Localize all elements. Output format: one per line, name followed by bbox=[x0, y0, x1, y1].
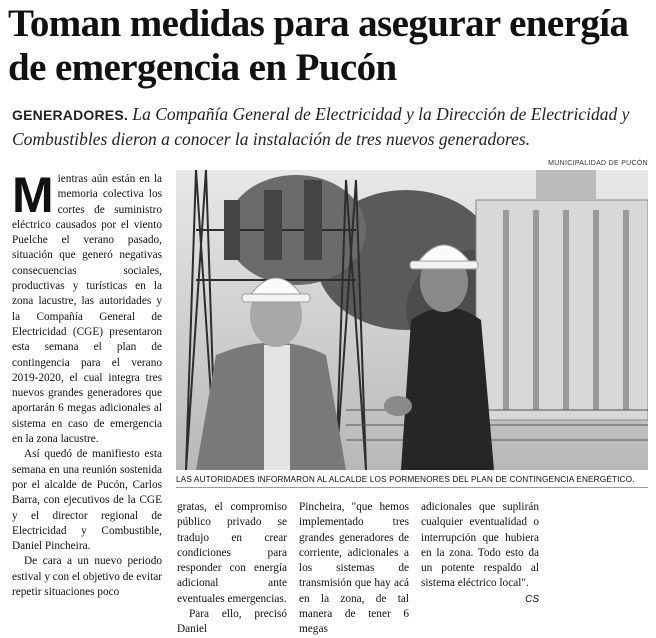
photo-credit: MUNICIPALIDAD DE PUCÓN bbox=[548, 160, 648, 167]
lead-text: La Compañía General de Electricidad y la Dirección de Electricidad y Combustibles dieron a conocer la instalación de tres nuevos generadores. bbox=[12, 104, 630, 149]
body-paragraph-1 bbox=[12, 167, 162, 447]
body-paragraph-5: Para ello, precisó Daniel bbox=[177, 608, 287, 636]
author-signature: CS bbox=[525, 593, 539, 605]
body-column-4 bbox=[421, 500, 643, 607]
caption-divider bbox=[176, 487, 648, 488]
body-paragraph-7 bbox=[421, 500, 539, 605]
body-paragraph-4: gratas, el compromiso público privado se tradujo en crear condiciones para responder con energía adicional ante eventuales emergencias. bbox=[177, 501, 287, 605]
news-photo bbox=[176, 170, 648, 470]
lead-paragraph bbox=[12, 102, 648, 151]
body-paragraph-3: De cara a un nuevo periodo estival y con el objetivo de evitar repetir situaciones poco bbox=[12, 555, 162, 599]
headline: Toman medidas para asegurar energía de emergencia en Pucón bbox=[8, 2, 629, 89]
body-paragraph-2: Así quedó de manifiesto esta semana en una reunión sostenida por el alcalde de Pucón, Carlos Barra, con ejecutivos de la CGE y el director regional de Electricidad y Combustible, Daniel Pincheira. bbox=[12, 448, 162, 553]
body-paragraph-1-text: ientras aún están en la memoria colectiva los cortes de suministro eléctrico causados por el viento Puelche el verano pasado, situación que generó negativas consecuencias sociales, productivas y turísticas en la zona lacustre, las autoridades y la Compañía General de Electricidad (CGE) presentaron esta semana el plan de contingencia para el verano 2019-2020, el cual integra tres nuevos grandes generadores que aportarán 6 megas adicionales al sistema en caso de emergencia en la zona lacustre. bbox=[12, 173, 162, 446]
body-column-2 bbox=[177, 500, 287, 638]
drop-cap: M bbox=[12, 167, 54, 223]
body-column-3 bbox=[299, 500, 409, 638]
body-paragraph-7-text: adicionales que suplirán cualquier eventualidad o interrupción que hubiera en la zona. Todo esto da un potente respaldo al sistema eléctrico local". bbox=[421, 501, 539, 590]
lead-kicker: GENERADORES. bbox=[12, 107, 128, 123]
body-paragraph-6: Pincheira, "que hemos implementado tres grandes generadores de corriente, adicionales a los sistemas de transmisión que hay acá en la zona, de tal manera de tener 6 megas bbox=[299, 501, 409, 636]
substation-photo-illustration bbox=[176, 170, 648, 470]
body-column-1 bbox=[12, 167, 162, 600]
photo-caption: LAS AUTORIDADES INFORMARON AL ALCALDE LOS PORMENORES DEL PLAN DE CONTINGENCIA ENERGÉTICO. bbox=[176, 474, 635, 484]
